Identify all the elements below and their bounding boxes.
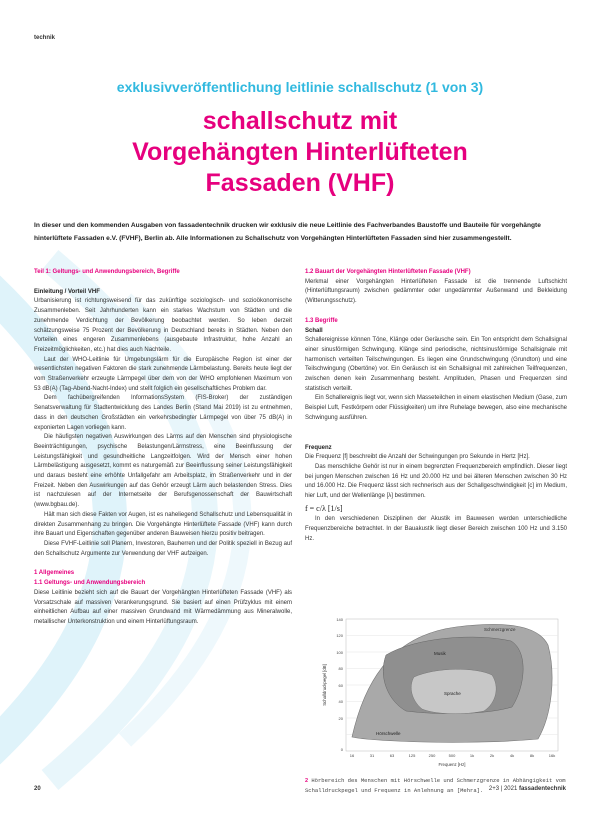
title-line-2: Vorgehängten Hinterlüfteten bbox=[132, 138, 468, 166]
part-heading: Teil 1: Geltungs- und Anwendungsbereich, Begriffe bbox=[34, 269, 180, 275]
paragraph: Die häufigsten negativen Auswirkungen des Lärms auf den Menschen sind physiologische Beeinträchtigungen, psychische Belastungen/Lärmstress, eine Beeinflussung der Leistungsfähigkeit und gesundheitliche Langzeitfolgen. Wird der Mensch einer hohen Lärmbelästigung ausgesetzt, kommt es naturgemäß zur Beeinflussung seiner Leistungsfähigkeit und daraus besteht eine erhöhte Unfallgefahr am Arbeitsplatz, im Straßenverkehr und in der Freizeit. Neben den Auswirkungen auf das Gehör erzeugt Lärm auch belastenden Stress. Dies ist nachzulesen auf der Internetseite der Berufsgenossenschaft der Bauwirtschaft (www.bgbau.de). bbox=[34, 434, 292, 509]
paragraph: Laut der WHO-Leitlinie für Umgebungslärm für die Europäische Region ist einer der wesentlichsten negativen Faktoren die stark zunehmende Lärmbelastung. Bereits heute liegt der vom Straßenverkehr erzeugte Lärmpegel über dem von der WHO empfohlenen Maximum von 53 dB(A) (Tag-Abend-Nacht-Index) und stellt folglich ein gesellschaftliches Problem dar. bbox=[34, 356, 292, 392]
section-1-1-heading: 1.1 Geltungs- und Anwendungsbereich bbox=[34, 580, 146, 587]
schall-paragraph-1: Schallereignisse können Töne, Klänge oder Geräusche sein. Ein Ton entspricht dem Schallsignal einer sinusförmigen Schwingung. Klänge sind periodische, nichtsinusförmige Schallsignale mit harmonisch verteilten Teilschwingungen. Es liegen eine Grundschwingung (Grundton) und eine Teilschwingung (Obertöne) vor. Ein Geräusch ist ein Schallsignal mit zahlreichen Teilfrequenzen, zwischen denen kein Zusammenhang besteht. Amplituden, Phasen und Frequenzen sind statistisch verteilt. bbox=[305, 337, 567, 392]
x-tick: 1k bbox=[469, 753, 475, 758]
page-number: 20 bbox=[34, 786, 41, 792]
x-tick: 125 bbox=[408, 753, 416, 758]
article-subtitle: exklusivveröffentlichung leitlinie schallschutz (1 von 3) bbox=[116, 79, 484, 95]
y-tick-labels bbox=[336, 617, 343, 752]
frequency-formula: f = c/λ [1/s] bbox=[305, 503, 343, 513]
x-tick: 2k bbox=[489, 753, 495, 758]
section-1-1-text: Diese Leitlinie bezieht sich auf die Bauart der Vorgehängten Hinterlüfteten Fassade (VHF) als Vorsatzschale auf massiven Verankerungsgrund. Sie basiert auf einen Prüfzyklus mit einem einheitlichen Aufbau auf einer massiven Grundwand mit Wärmedämmung aus Mineralwolle, metallischer Unterkonstruktion und einem Hinterlüftungsraum. bbox=[34, 589, 292, 625]
frequenz-paragraph-2: Das menschliche Gehör ist nur in einem begrenzten Frequenzbereich empfindlich. Dieser liegt bei jungen Menschen zwischen 16 Hz und 20.000 Hz und bei älteren Menschen zwischen 30 Hz und 16.000 Hz. Die Frequenz lässt sich rechnerisch aus der Schallgeschwindigkeit [c] im Medium, hier Luft, und der Wellenlänge [λ] bestimmen. bbox=[305, 463, 567, 500]
x-tick: 250 bbox=[428, 753, 436, 758]
y-axis-label: Schalldruckpegel [dB] bbox=[322, 664, 327, 706]
schall-paragraph-2: Ein Schallereignis liegt vor, wenn sich Masseteilchen in einem elastischen Medium (Gase, zum Beispiel Luft, Festkörpern oder Flüssigkeiten) um ihre Ruhelage bewegen, also eine mechanische Schwingung ausführen. bbox=[305, 395, 567, 421]
label-hoerschwelle: Hörschwelle bbox=[376, 731, 401, 736]
y-tick: 100 bbox=[336, 650, 343, 655]
y-tick: 80 bbox=[338, 666, 343, 671]
footer-right bbox=[489, 786, 566, 792]
label-sprache: Sprache bbox=[444, 691, 461, 696]
article-title bbox=[0, 106, 600, 199]
x-tick: 63 bbox=[389, 753, 395, 758]
section-1-2-text: Merkmal einer Vorgehängten Hinterlüfteten Fassade ist die trennende Luftschicht (Hinterlüftungsraum) zwischen gedämmter oder ungedämmter Außenwand und Bekleidung (Witterungsschutz). bbox=[305, 278, 567, 305]
frequenz-paragraph-3: In den verschiedenen Disziplinen der Akustik im Bauwesen werden unterschiedliche Frequenzbereiche betrachtet. In der Bauakustik liegt dieser Bereich zwischen 100 Hz und 3.150 Hz. bbox=[305, 516, 567, 542]
schall-heading: Schall bbox=[305, 327, 323, 334]
title-line-3: Fassaden (VHF) bbox=[205, 169, 395, 197]
y-tick: 60 bbox=[338, 683, 343, 688]
section-kicker: technik bbox=[34, 35, 56, 41]
y-tick: 120 bbox=[336, 633, 343, 638]
paragraph: Diese FVHF-Leitlinie soll Planern, Investoren, Bauherren und der Politik speziell in Bezug auf den Schallschutz Argumente zur Verwendung der VHF aufzeigen. bbox=[34, 540, 292, 557]
x-tick: 16k bbox=[548, 753, 556, 758]
left-column bbox=[34, 268, 292, 628]
x-tick: 500 bbox=[448, 753, 456, 758]
x-tick: 31 bbox=[369, 753, 375, 758]
caption-number: 2 bbox=[305, 778, 309, 784]
y-tick: 0 bbox=[340, 747, 343, 752]
y-tick: 40 bbox=[338, 699, 343, 704]
issue-label: 2+3 | 2021 bbox=[488, 786, 518, 792]
title-line-1: schallschutz mit bbox=[202, 107, 398, 135]
section-1-3-heading: 1.3 Begriffe bbox=[305, 317, 338, 324]
frequenz-heading: Frequenz bbox=[305, 444, 332, 451]
label-schmerzgrenze: Schmerzgrenze bbox=[484, 627, 516, 632]
section-1-heading: 1 Allgemeines bbox=[34, 570, 75, 577]
x-tick: 8k bbox=[529, 753, 535, 758]
x-tick: 4k bbox=[509, 753, 515, 758]
y-tick: 140 bbox=[336, 617, 343, 622]
label-musik: Musik bbox=[434, 651, 446, 656]
right-column bbox=[305, 268, 567, 545]
paragraph: Hält man sich diese Fakten vor Augen, ist es naheliegend Schallschutz und Lebensqualität in direkten Zusammenhang zu bringen. Die Vorgehängte Hinterlüftete Fassade (VHF) kann durch ihre Bauart und Eigenschaften gegenüber anderen Bauweisen hierzu positiv beitragen. bbox=[34, 511, 292, 538]
frequenz-paragraph-1: Die Frequenz [f] beschreibt die Anzahl der Schwingungen pro Sekunde in Hertz [Hz]. bbox=[305, 454, 530, 461]
y-tick: 20 bbox=[338, 716, 343, 721]
x-axis-label: Frequenz [Hz] bbox=[438, 762, 466, 767]
x-tick: 16 bbox=[349, 753, 355, 758]
brand-label: fassadentechnik bbox=[518, 786, 566, 792]
intro-heading: Einleitung / Vorteil VHF bbox=[34, 288, 100, 295]
hearing-range-figure bbox=[316, 615, 566, 773]
x-tick-labels bbox=[350, 753, 555, 758]
paragraph: Urbanisierung ist richtungsweisend für das zukünftige soziologisch- und sozioökonomische Zusammenleben. Seit Jahrhunderten kann ein starkes Wachstum von Städten und die zunehmende Verdichtung der Bevölkerung beobachtet werden. So leben derzeit schätzungsweise 75 Prozent der Bevölkerung in Deutschland bereits in Städten. Neben den Vorteilen eines engeren Zusammenlebens (ausgebaute Infrastruktur, hohe Anzahl an Freizeitmöglichkeiten, etc.) hat dies auch Nachteile. bbox=[34, 298, 292, 353]
paragraph: Dem fachübergreifenden InformationsSystem (FIS-Broker) der zuständigen Senatsverwaltung für Stadtentwicklung des Landes Berlin (Stand Mai 2019) ist zu entnehmen, dass in den deutschen Großstädten ein verkehrsbedingter Lärmpegel von über 75 dB(A) in exponierten Lagen vorliegen kann. bbox=[34, 395, 292, 431]
lead-paragraph: In dieser und den kommenden Ausgaben von fassadentechnik drucken wir exklusiv die neue Leitlinie des Fachverbandes Baustoffe und Bauteile für vorgehängte hinterlüftete Fassaden e.V. (FVHF), Berlin ab. Alle Informationen zu Schallschutz von Vorgehängten Hinterlüfteten Fassaden sind hier zusammengestellt. bbox=[34, 222, 541, 242]
caption-text: Hörbereich des Menschen mit Hörschwelle und Schmerzgrenze in Abhängigkeit vom Schalldruckpegel und Frequenz in Anlehnung an [Mehra]. bbox=[305, 777, 566, 794]
section-1-2-heading: 1.2 Bauart der Vorgehängten Hinterlüfteten Fassade (VHF) bbox=[305, 269, 471, 275]
